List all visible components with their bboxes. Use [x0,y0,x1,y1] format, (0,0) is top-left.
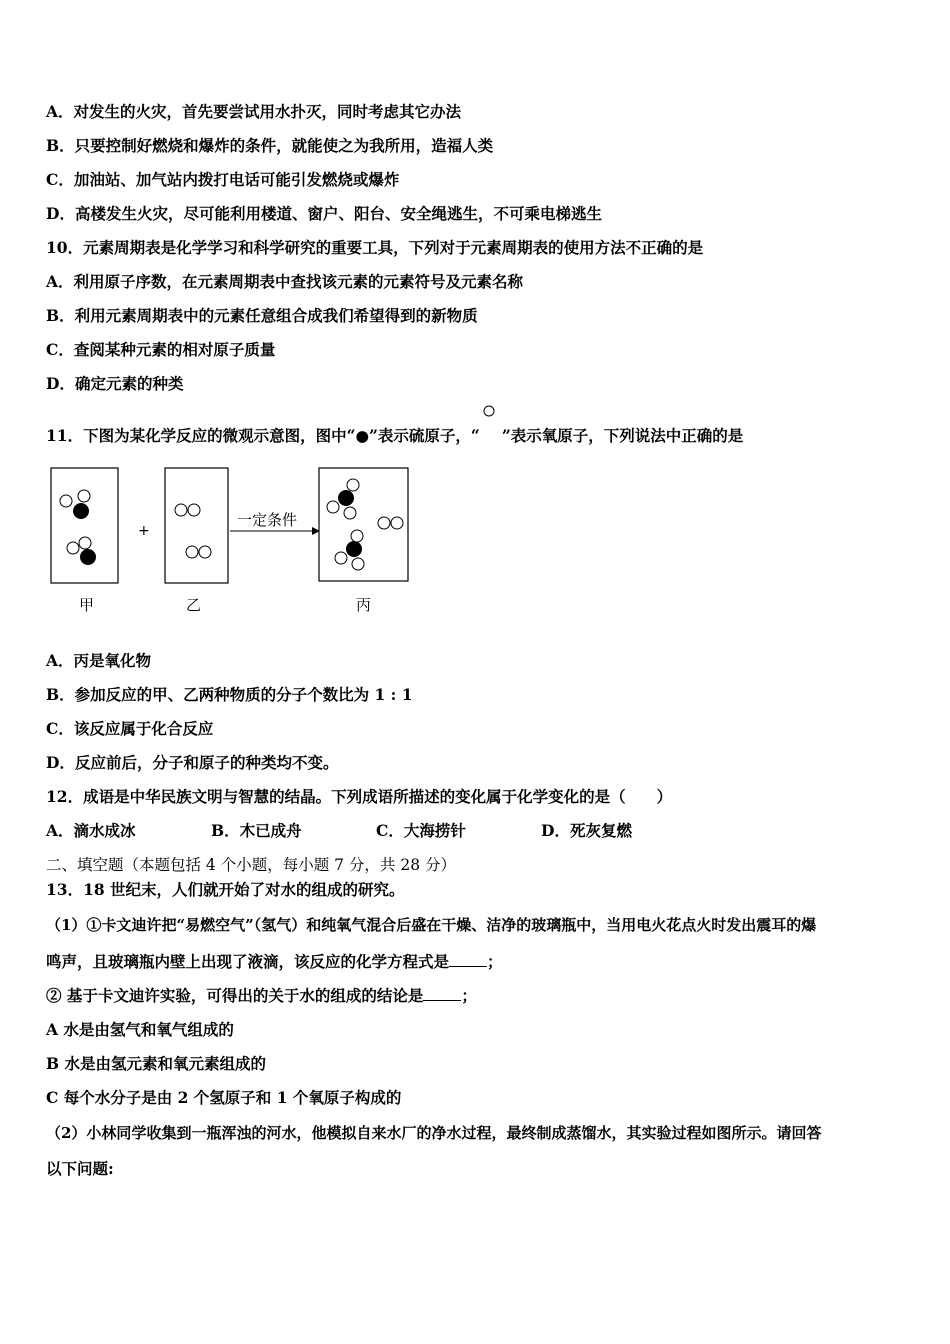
oxygen-atom [78,490,90,502]
oxygen-atom [335,552,347,564]
q11-option-b: B．参加反应的甲、乙两种物质的分子个数比为 1 : 1 [46,685,413,704]
q13-choice-c: C 每个水分子是由 2 个氢原子和 1 个氧原子构成的 [46,1088,402,1107]
oxygen-atom [351,530,363,542]
oxygen-atom [79,537,91,549]
q12-option-d: D．死灰复燃 [541,821,632,840]
oxygen-atom-symbol-icon [480,421,502,441]
q13-part2-end: ； [461,986,477,1005]
q13-part1-line2-text: 鸣声，且玻璃瓶内壁上出现了液滴，该反应的化学方程式是 [46,952,450,971]
q10-stem: 10．元素周期表是化学学习和科学研究的重要工具，下列对于元素周期表的使用方法不正确的是 [46,238,704,257]
q13-part3-line2: 以下问题: [46,1159,114,1178]
sulfur-atom [73,503,89,519]
q13-part1-line2 [46,952,503,972]
q13-part1-line1: （1）①卡文迪许把“易燃空气”（氢气）和纯氧气混合后盛在干燥、洁净的玻璃瓶中，当用电火花点火时发出震耳的爆 [46,916,817,934]
sulfur-atom [346,541,362,557]
q12-option-c: C．大海捞针 [376,821,466,840]
oxygen-atom [378,517,390,529]
q11-stem [46,421,743,446]
q9-option-a: A．对发生的火灾，首先要尝试用水扑灭，同时考虑其它办法 [46,102,462,121]
sulfur-atom [338,490,354,506]
q11-stem-part2: ”表示氧原子，下列说法中正确的是 [501,426,744,445]
q13-choice-b: B 水是由氢元素和氧元素组成的 [46,1054,266,1073]
answer-blank [423,986,461,1001]
answer-blank [449,952,487,967]
box-yi [165,468,228,583]
q10-option-b: B．利用元素周期表中的元素任意组合成我们希望得到的新物质 [46,306,478,325]
q12-stem: 12．成语是中华民族文明与智慧的结晶。下列成语所描述的变化属于化学变化的是（ ） [46,787,673,806]
box-jia [51,468,118,583]
label-yi: 乙 [186,596,202,614]
q13-part2-text: ② 基于卡文迪许实验，可得出的关于水的组成的结论是 [46,986,424,1005]
oxygen-atom [188,504,200,516]
reaction-condition: 一定条件 [237,511,298,529]
q11-option-d: D．反应前后，分子和原子的种类均不变。 [46,753,339,772]
oxygen-atom [60,495,72,507]
q12-option-b: B．木已成舟 [211,821,302,840]
q11-option-c: C．该反应属于化合反应 [46,719,214,738]
q11-option-a: A．丙是氧化物 [46,651,152,670]
oxygen-atom [67,542,79,554]
q12-option-a: A．滴水成冰 [46,821,136,840]
label-bing: 丙 [356,596,372,614]
oxygen-atom [327,501,339,513]
sulfur-atom [80,549,96,565]
q13-choice-a: A 水是由氢气和氧气组成的 [46,1020,234,1039]
q10-option-a: A．利用原子序数，在元素周期表中查找该元素的元素符号及元素名称 [46,272,524,291]
reaction-diagram-svg [40,455,430,620]
q13-part3-line1: （2）小林同学收集到一瓶浑浊的河水，他模拟自来水厂的净水过程，最终制成蒸馏水，其实验过程如图所示。请回答 [46,1124,822,1142]
q11-stem-part1: 11．下图为某化学反应的微观示意图，图中“●”表示硫原子，“ [46,426,480,445]
q13-part1-line2-end: ； [487,952,503,971]
q13-stem: 13．18 世纪末，人们就开始了对水的组成的研究。 [46,880,405,899]
q9-option-b: B．只要控制好燃烧和爆炸的条件，就能使之为我所用，造福人类 [46,136,494,155]
q9-option-c: C．加油站、加气站内拨打电话可能引发燃烧或爆炸 [46,170,400,189]
q10-option-d: D．确定元素的种类 [46,374,184,393]
label-jia: 甲 [79,596,95,614]
plus-sign: + [138,523,150,539]
oxygen-atom [186,546,198,558]
oxygen-atom [347,479,359,491]
q9-option-d: D．高楼发生火灾，尽可能利用楼道、窗户、阳台、安全绳逃生，不可乘电梯逃生 [46,204,602,223]
oxygen-atom [391,517,403,529]
q13-part2 [46,986,477,1006]
oxygen-atom [199,546,211,558]
oxygen-atom [175,504,187,516]
oxygen-atom [352,558,364,570]
section-heading: 二、填空题（本题包括 4 个小题，每小题 7 分，共 28 分） [46,856,457,874]
oxygen-atom [344,507,356,519]
reaction-diagram [40,455,430,624]
q10-option-c: C．查阅某种元素的相对原子质量 [46,340,276,359]
